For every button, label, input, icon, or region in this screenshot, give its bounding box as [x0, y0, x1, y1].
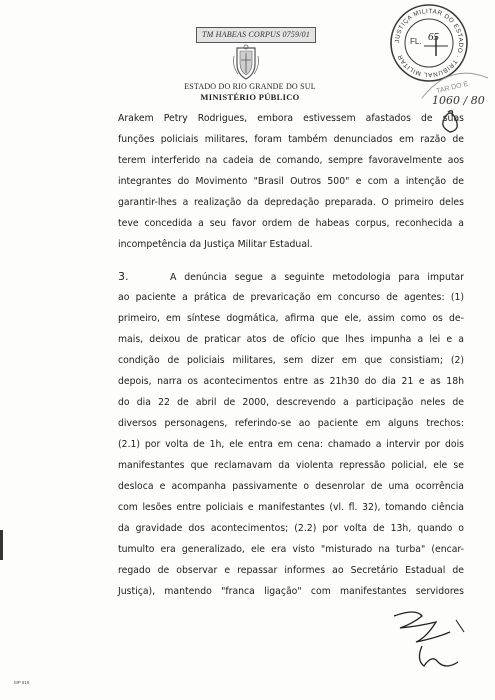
text-line: desloca e acompanha passivamente o desenrolar de uma ocorrência: [118, 481, 464, 492]
handwritten-number-text: 1060 / 80: [432, 94, 485, 107]
text-line: Arakem Petry Rodrigues, embora estivessem afastados de suas: [118, 113, 464, 124]
paragraph-3: [118, 266, 464, 602]
text-line: com lesões entre policiais e manifestantes (vl. fl. 32), tomando ciência: [118, 502, 464, 513]
text-line: A denúncia segue a seguinte metodologia para imputar: [170, 272, 464, 283]
text-line: diversos personagens, referindo-se ao paciente em alguns trechos:: [118, 418, 464, 429]
partial-stamp-text: TAR DO E: [435, 80, 469, 96]
handwritten-signature: [376, 602, 476, 682]
text-line: do dia 22 de abril de 2000, descrevendo a participação neles de: [118, 397, 464, 408]
text-line: terem interferido na cadeia de comando, sempre favoravelmente aos: [118, 155, 464, 166]
ministry-heading: MINISTÉRIO PÚBLICO: [200, 92, 300, 102]
text-line: teve concedida a seu favor ordem de habeas corpus, reconhecida a: [118, 218, 464, 229]
state-heading: ESTADO DO RIO GRANDE DO SUL: [184, 82, 316, 91]
case-number-label: TM HABEAS CORPUS 0759/01: [196, 27, 316, 43]
text-line: (2.1) por volta de 1h, ele entra em cena: chamado a intervir por dois: [118, 439, 464, 450]
seal-text: JUSTIÇA MILITAR DO ESTADO · TRIBUNAL MILITAR: [393, 7, 465, 79]
state-coat-of-arms-icon: [231, 44, 261, 82]
text-line: ao paciente a prática de prevaricação em concurso de agentes: (1): [118, 292, 464, 303]
seal-folio-prefix: FL.: [410, 37, 422, 46]
text-line: incompetência da Justiça Militar Estadual.: [118, 239, 313, 250]
paragraph-continuation: [118, 108, 464, 255]
text-line: da gravidade dos acontecimentos; (2.2) por volta de 13h, quando o: [118, 523, 464, 534]
text-line: manifestantes que reclamavam da violenta repressão policial, ele se: [118, 460, 464, 471]
text-line: Justiça), mantendo "franca ligação" com manifestantes servidores: [118, 586, 464, 597]
footer-code: MP 818: [14, 680, 30, 685]
paragraph-first-line: [118, 266, 464, 287]
text-line: condição de policiais militares, sem dizer em que consistiam; (2): [118, 355, 464, 366]
seal-folio-number: 65: [428, 31, 439, 43]
text-line: garantir-lhes a realização da depredação preparada. O primeiro deles: [118, 197, 464, 208]
text-line: primeiro, em síntese dogmática, afirma que ele, assim como os de-: [118, 313, 464, 324]
paragraph-number: 3.: [118, 270, 129, 283]
text-line: funções policiais militares, foram também denunciados em razão de: [118, 134, 464, 145]
text-line: mais, deixou de praticar atos de ofício que lhes impunha a lei e a: [118, 334, 464, 345]
text-line: integrantes do Movimento "Brasil Outros 500" e com a intenção de: [118, 176, 464, 187]
text-line: depois, narra os acontecimentos entre as 21h30 do dia 21 e as 18h: [118, 376, 464, 387]
text-line: tumulto era generalizado, ele era visto "misturado na turba" (encar-: [118, 544, 464, 555]
text-line: regado de observar e repassar informes ao Secretário Estadual de: [118, 565, 464, 576]
scan-edge-mark: [0, 530, 3, 560]
